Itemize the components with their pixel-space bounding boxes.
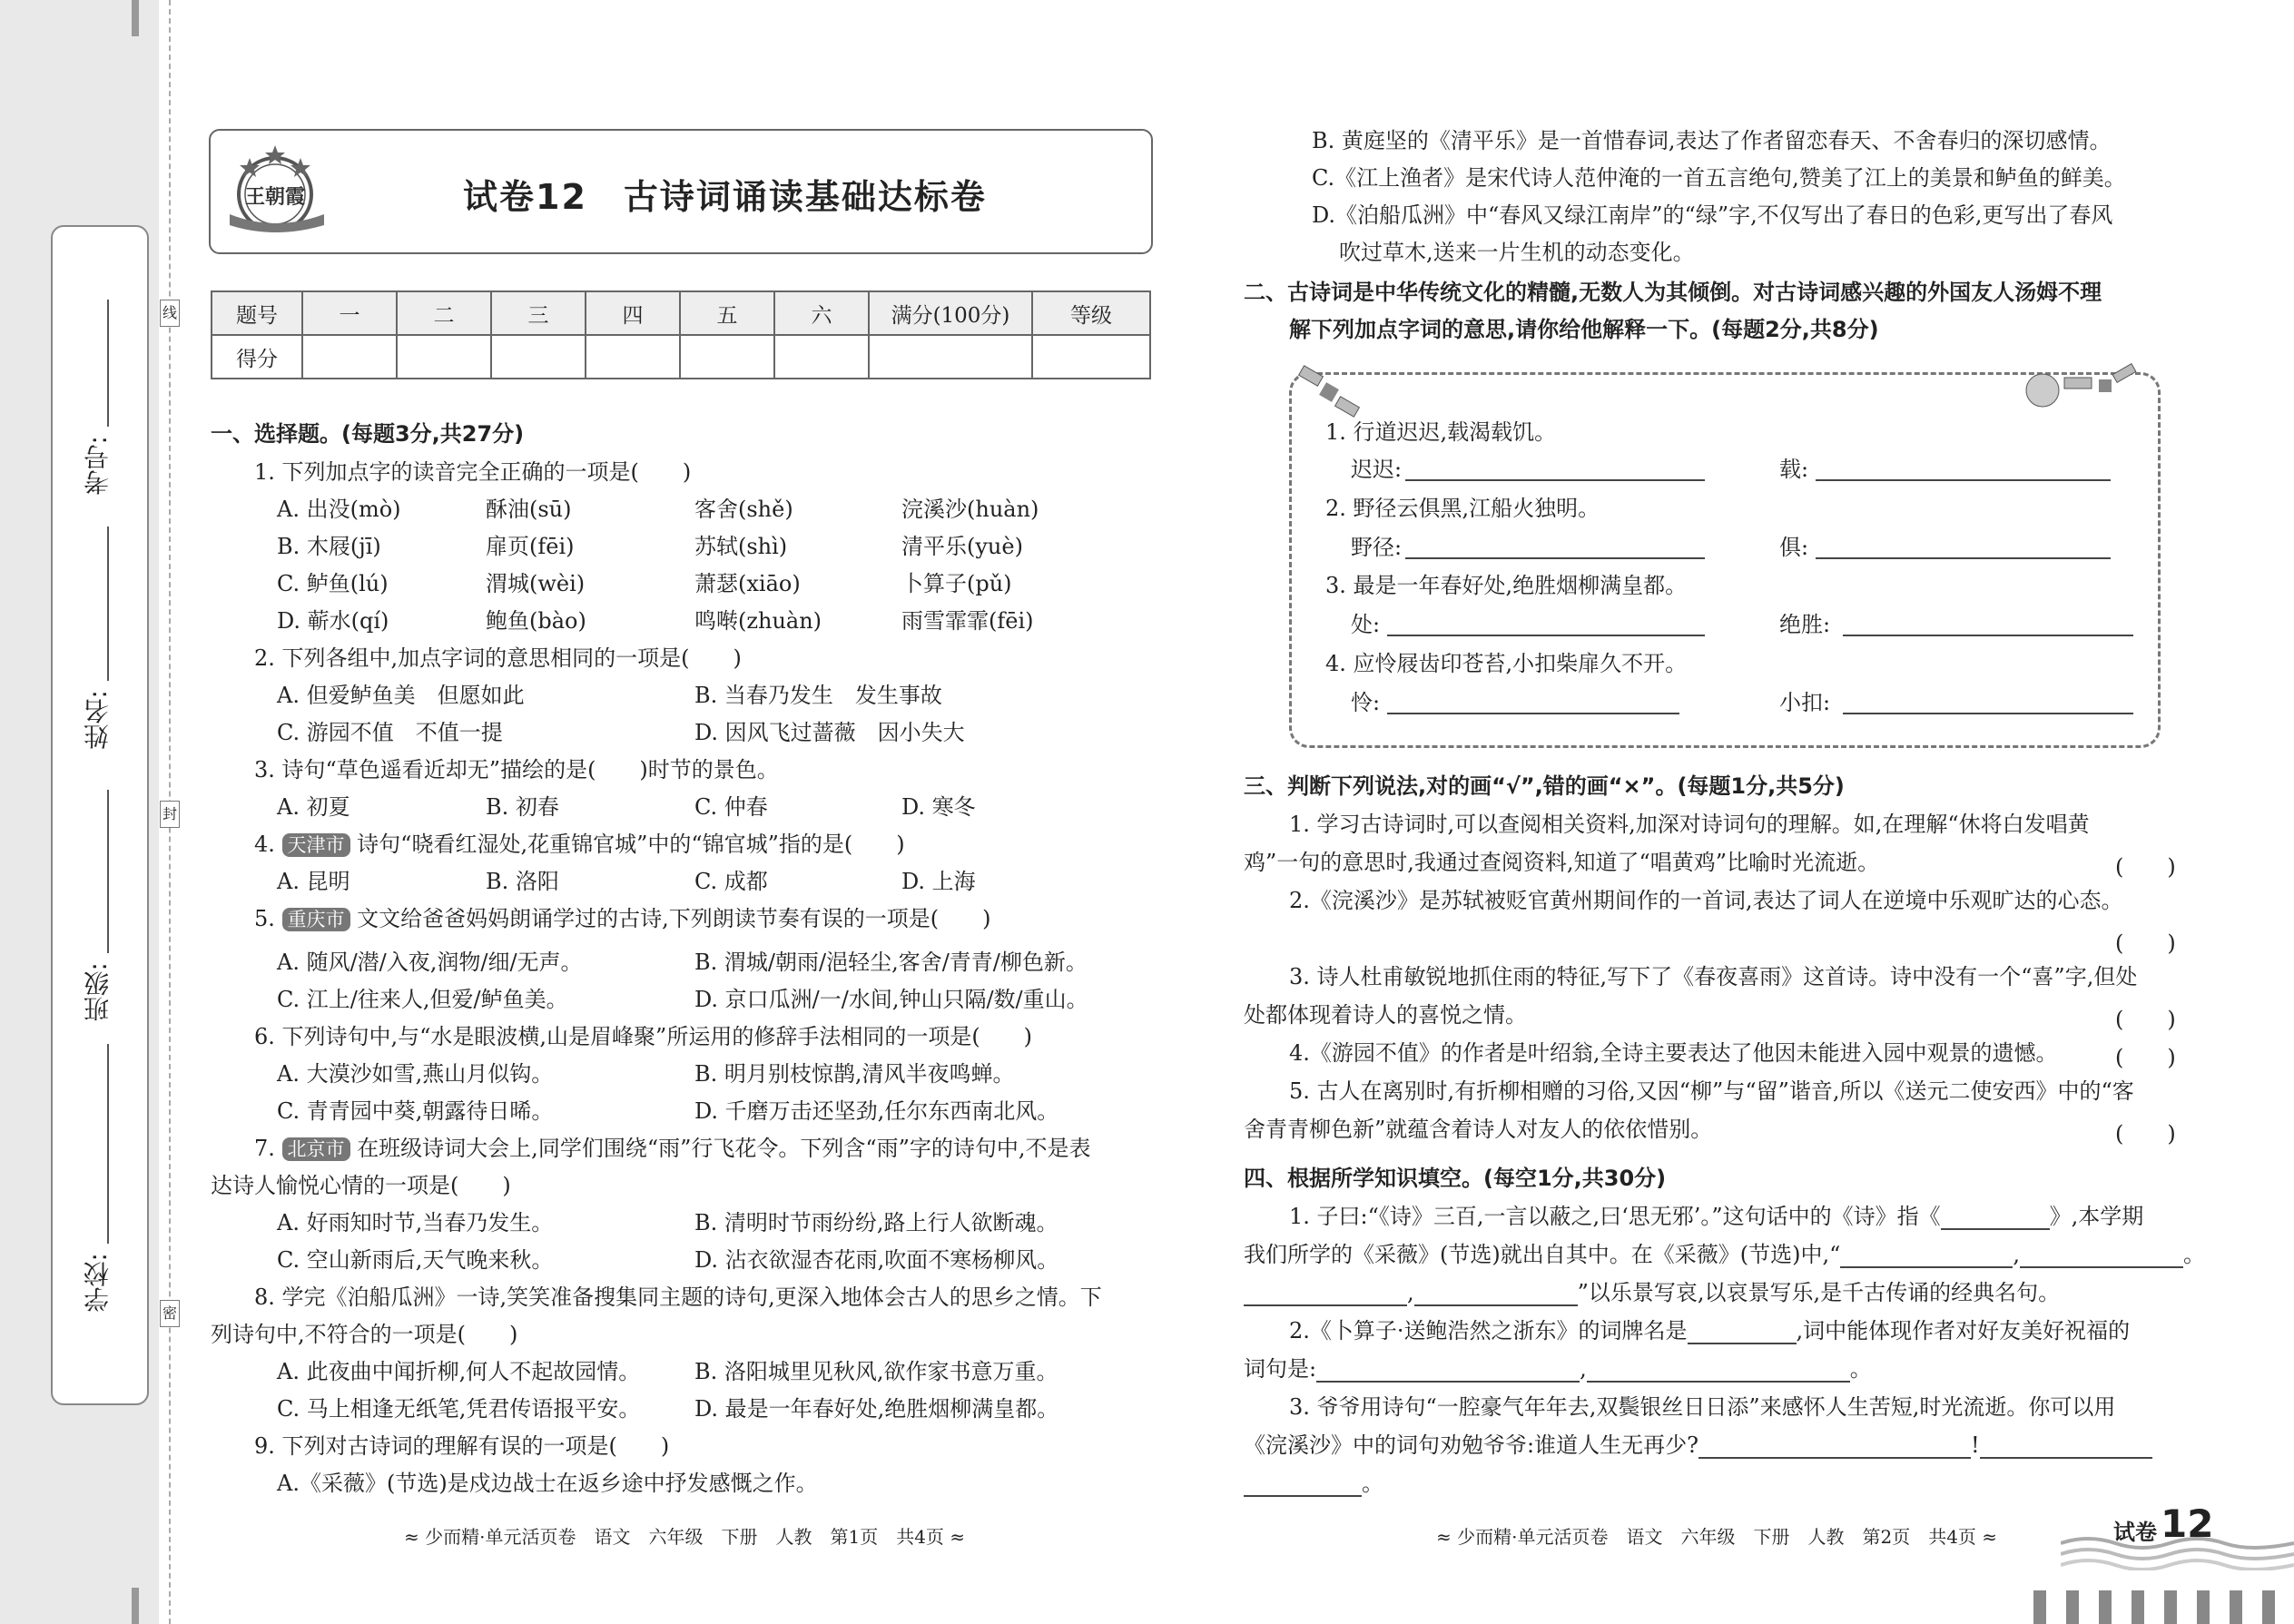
tick-line: 线 [160,300,180,327]
q8-option: B. 洛阳城里见秋风,欲作家书意万重。 [694,1359,1058,1384]
judge-text: 3. 诗人杜甫敏锐地抓住雨的特征,写下了《春夜喜雨》这首诗。诗中没有一个“喜”字,但处 [1289,964,2138,989]
answer-paren[interactable]: ( ) [2115,1121,2176,1147]
score-header: 题号 [212,291,302,335]
score-header: 三 [491,291,586,335]
edge-stripe [2164,1590,2177,1624]
score-header: 五 [680,291,774,335]
q1-option: 鸣啭(zhuàn) [694,608,822,634]
q1-stem: 1. 下列加点字的读音完全正确的一项是( ) [254,459,692,485]
satellite-icon [2006,363,2142,421]
answer-paren[interactable]: ( ) [2115,1045,2176,1070]
region-tag: 北京市 [282,1137,350,1161]
q9-option: C.《江上渔者》是宋代诗人范仲淹的一首五言绝句,赞美了江上的美景和鲈鱼的鲜美。 [1312,165,2126,191]
q3-option: D. 寒冬 [901,794,976,820]
edge-stripe [2066,1590,2079,1624]
q6-option: A. 大漠沙如雪,燕山月似钩。 [277,1061,554,1087]
q1-option: 客舍(shě) [694,497,793,522]
section2-heading-cont: 解下列加点字词的意思,请你给他解释一下。(每题2分,共8分) [1289,317,1879,342]
fill-line: 3. 爷爷用诗句“一腔豪气年年去,双鬓银丝日日添”来感怀人生苦短,时光流逝。你可以用 [1289,1394,2116,1420]
q1-option: A. 出没(mò) [277,497,401,522]
q2-option: D. 因风飞过蔷薇 因小失大 [694,720,965,745]
q1-option: 鲍鱼(bào) [486,608,586,634]
school-label: 学校: [83,1253,113,1313]
fill-line: 2.《卜算子·送鲍浩然之浙东》的词牌名是 ,词中能体现作者对好友美好祝福的 [1289,1318,2131,1343]
q3-option: B. 初春 [486,794,559,820]
score-header: 二 [397,291,491,335]
svg-text:王朝霞: 王朝霞 [244,185,306,209]
score-header: 等级 [1032,291,1150,335]
answer-line[interactable] [1843,691,2133,714]
class-field[interactable] [107,790,109,953]
q1-option: 雨雪霏霏(fēi) [901,608,1034,634]
vocab-label: 处: [1351,612,1381,637]
tick-secret: 密 [160,1300,180,1327]
q6-option: D. 千磨万击还坚劲,任尔东西南北风。 [694,1098,1059,1124]
score-row-label: 得分 [212,335,302,379]
q9-option: D.《泊船瓜洲》中“春风又绿江南岸”的“绿”字,不仅写出了春日的色彩,更写出了春风 [1312,202,2113,228]
answer-paren[interactable]: ( ) [2115,930,2176,956]
judge-text: 5. 古人在离别时,有折柳相赠的习俗,又因“柳”与“留”谐音,所以《送元二使安西》中的“客 [1289,1078,2134,1104]
vocab-label: 野径: [1351,535,1403,560]
q1-option: 酥油(sū) [486,497,572,522]
q1-option: 浣溪沙(huàn) [901,497,1039,522]
edge-stripe [2099,1590,2112,1624]
q9-stem: 9. 下列对古诗词的理解有误的一项是( ) [254,1433,670,1459]
vocab-line: 1. 行道迟迟,载渴载饥。 [1325,419,1557,445]
edge-stripe [2033,1590,2046,1624]
q8-stem: 8. 学完《泊船瓜洲》一诗,笑笑准备搜集同主题的诗句,更深入地体会古人的思乡之情。下 [254,1284,1102,1310]
vocab-line: 4. 应怜屐齿印苍苔,小扣柴扉久不开。 [1325,651,1688,676]
q1-option: 清平乐(yuè) [901,534,1023,559]
publisher-logo [222,138,331,240]
q9-option: B. 黄庭坚的《清平乐》是一首惜春词,表达了作者留恋春天、不舍春归的深切感情。 [1312,128,2112,153]
q5-option: B. 渭城/朝雨/浥轻尘,客舍/青青/柳色新。 [694,950,1088,975]
gutter-mark [132,1588,139,1624]
answer-line[interactable] [1387,613,1705,636]
q1-option: 苏轼(shì) [694,534,788,559]
judge-text: 鸡”一句的意思时,我通过查阅资料,知道了“唱黄鸡”比喻时光流逝。 [1244,850,1880,875]
section3-heading: 三、判断下列说法,对的画“√”,错的画“×”。(每题1分,共5分) [1244,773,1845,799]
name-label: 姓名: [83,690,113,750]
exam-no-label: 考号: [83,436,113,496]
footer-right: ≈ 少而精·单元活页卷 语文 六年级 下册 人教 第2页 共4页 ≈ [1436,1526,1998,1548]
score-cell[interactable] [302,335,397,379]
q6-option: B. 明月别枝惊鹊,清风半夜鸣蝉。 [694,1061,1015,1087]
judge-text: 处都体现着诗人的喜悦之情。 [1244,1002,1527,1028]
score-cell[interactable] [491,335,586,379]
q5-option: D. 京口瓜洲/一/水间,钟山只隔/数/重山。 [694,987,1088,1012]
answer-line[interactable] [1843,613,2133,636]
q5-option: A. 随风/潜/入夜,润物/细/无声。 [277,950,583,975]
vocab-label: 载: [1779,457,1809,482]
answer-line[interactable] [1405,536,1705,559]
q4-option: A. 昆明 [277,869,350,894]
answer-paren[interactable]: ( ) [2115,854,2176,880]
blank[interactable] [1941,1208,2050,1230]
q1-option: D. 蕲水(qí) [277,608,389,634]
score-cell[interactable] [774,335,869,379]
edge-stripe [2230,1590,2242,1624]
q7-option: D. 沾衣欲湿杏花雨,吹面不寒杨柳风。 [694,1247,1059,1273]
vocab-label: 绝胜: [1779,612,1831,637]
student-info-box [51,225,149,1405]
q7-stem: 7. 北京市 在班级诗词大会上,同学们围绕“雨”行飞花令。下列含“雨”字的诗句中,不是表 [254,1136,1091,1161]
score-cell[interactable] [586,335,680,379]
q4-option: B. 洛阳 [486,869,559,894]
exam-no-field[interactable] [107,300,109,427]
q5-stem: 5. 重庆市 文文给爸爸妈妈朗诵学过的古诗,下列朗读节奏有误的一项是( ) [254,906,991,931]
blank[interactable] [1688,1323,1797,1344]
fill-line: 。 [1244,1470,1383,1497]
score-cell[interactable] [397,335,491,379]
edge-stripe [2262,1590,2275,1624]
judge-text: 4.《游园不值》的作者是叶绍翁,全诗主要表达了他因未能进入园中观景的遗憾。 [1289,1040,2058,1066]
q8-stem-cont: 列诗句中,不符合的一项是( ) [211,1322,518,1347]
judge-text: 1. 学习古诗词时,可以查阅相关资料,加深对诗词句的理解。如,在理解“休将白发唱黄 [1289,812,2090,837]
section2-heading: 二、古诗词是中华传统文化的精髓,无数人为其倾倒。对古诗词感兴趣的外国友人汤姆不理 [1244,280,2102,305]
blank[interactable] [1414,1284,1578,1306]
q9-option: A.《采薇》(节选)是戍边战士在返乡途中抒发感慨之作。 [277,1471,818,1496]
fill-line: 我们所学的《采薇》(节选)就出自其中。在《采薇》(节选)中,“ , 。 [1244,1242,2205,1267]
blank[interactable] [1698,1437,1971,1459]
school-field[interactable] [107,1044,109,1244]
section1-heading: 一、选择题。(每题3分,共27分) [211,421,525,447]
q9-option-cont: 吹过草木,送来一片生机的动态变化。 [1339,240,1695,265]
q1-option: 萧瑟(xiāo) [694,571,801,596]
footer-left: ≈ 少而精·单元活页卷 语文 六年级 下册 人教 第1页 共4页 ≈ [404,1526,966,1548]
q6-option: C. 青青园中葵,朝露待日晞。 [277,1098,554,1124]
tick-seal: 封 [160,801,180,828]
q2-option: A. 但爱鲈鱼美 但愿如此 [277,683,525,708]
page-title: 试卷12 古诗词诵读基础达标卷 [463,177,987,217]
vocab-line: 2. 野径云俱黑,江船火独明。 [1325,496,1600,521]
q8-option: D. 最是一年春好处,绝胜烟柳满皇都。 [694,1396,1059,1422]
gutter-mark [132,0,139,36]
fill-line: 1. 子曰:“《诗》三百,一言以蔽之,曰‘思无邪’。”这句话中的《诗》指《 》,本学期 [1289,1204,2144,1229]
blank[interactable] [1244,1284,1407,1306]
judge-text: 2.《浣溪沙》是苏轼被贬官黄州期间作的一首词,表达了词人在逆境中乐观旷达的心态。 [1289,888,2123,913]
judge-text: 舍青青柳色新”就蕴含着诗人对友人的依依惜别。 [1244,1117,1713,1142]
q4-option: C. 成都 [694,869,768,894]
score-cell[interactable] [869,335,1032,379]
q8-option: C. 马上相逢无纸笔,凭君传语报平安。 [277,1396,641,1422]
score-header: 一 [302,291,397,335]
fill-line: 《浣溪沙》中的词句劝勉爷爷:谁道人生无再少? ! [1244,1432,2152,1459]
blank[interactable] [1587,1361,1850,1383]
region-tag: 重庆市 [282,908,350,931]
q3-option: A. 初夏 [277,794,350,820]
answer-line[interactable] [1405,458,1705,481]
q4-option: D. 上海 [901,869,976,894]
score-header: 满分(100分) [869,291,1032,335]
fill-line: , ”以乐景写哀,以哀景写乐,是千古传诵的经典名句。 [1244,1279,2060,1306]
vocab-label: 小扣: [1779,690,1831,715]
q7-option: B. 清明时节雨纷纷,路上行人欲断魂。 [694,1210,1058,1235]
q1-option: 渭城(wèi) [486,571,586,596]
vocab-label: 俱: [1779,535,1809,560]
q7-stem-cont: 达诗人愉悦心情的一项是( ) [211,1173,511,1198]
edge-stripe [2197,1590,2210,1624]
exam-badge-label: 试卷 [2113,1520,2157,1545]
exam-badge-number: 12 [2161,1501,2214,1546]
q2-option: C. 游园不值 不值一提 [277,720,503,745]
q5-option: C. 江上/往来人,但爱/鲈鱼美。 [277,987,568,1012]
q2-option: B. 当春乃发生 发生事故 [694,683,942,708]
blank[interactable] [1244,1475,1362,1497]
score-header: 四 [586,291,680,335]
blank[interactable] [1980,1437,2152,1459]
q1-option: B. 木屐(jī) [277,534,381,559]
q6-stem: 6. 下列诗句中,与“水是眼波横,山是眉峰聚”所运用的修辞手法相同的一项是( ) [254,1024,1033,1049]
score-cell[interactable] [1032,335,1150,379]
q1-option: 扉页(fēi) [486,534,575,559]
q7-option: A. 好雨知时节,当春乃发生。 [277,1210,554,1235]
q3-stem: 3. 诗句“草色遥看近却无”描绘的是( )时节的景色。 [254,757,779,782]
vocab-label: 迟迟: [1351,457,1403,482]
vocab-label: 怜: [1351,690,1381,715]
blank[interactable] [1840,1246,2013,1268]
edge-stripe [2132,1590,2144,1624]
q7-option: C. 空山新雨后,天气晚来秋。 [277,1247,554,1273]
section4-heading: 四、根据所学知识填空。(每空1分,共30分) [1244,1166,1667,1191]
q8-option: A. 此夜曲中闻折柳,何人不起故园情。 [277,1359,641,1384]
score-cell[interactable] [680,335,774,379]
answer-paren[interactable]: ( ) [2115,1007,2176,1032]
answer-line[interactable] [1816,536,2111,559]
vocab-line: 3. 最是一年春好处,绝胜烟柳满皇都。 [1325,573,1688,598]
fill-line: 词句是: , 。 [1244,1356,1872,1382]
answer-line[interactable] [1387,691,1679,714]
q1-option: C. 鲈鱼(lú) [277,571,389,596]
score-table [211,290,1151,379]
region-tag: 天津市 [282,833,350,857]
score-header: 六 [774,291,869,335]
class-label: 班级: [83,962,113,1022]
name-field[interactable] [107,527,109,681]
q1-option: 卜算子(pǔ) [901,571,1012,596]
blank[interactable] [1316,1361,1580,1383]
answer-line[interactable] [1816,458,2111,481]
q2-stem: 2. 下列各组中,加点字词的意思相同的一项是( ) [254,645,742,671]
q3-option: C. 仲春 [694,794,768,820]
blank[interactable] [2020,1246,2183,1268]
q4-stem: 4. 天津市 诗句“晓看红湿处,花重锦官城”中的“锦官城”指的是( ) [254,832,905,857]
